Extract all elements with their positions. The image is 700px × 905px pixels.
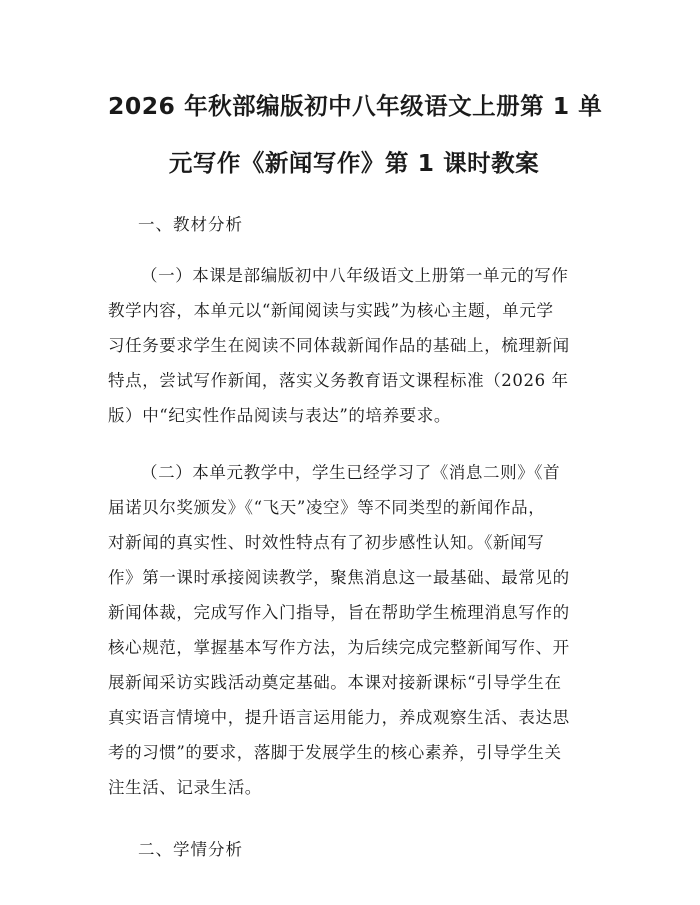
paragraph-line: 新闻体裁，完成写作入门指导，旨在帮助学生梳理消息写作的 xyxy=(108,603,570,622)
document-title xyxy=(108,78,603,192)
title-line: 元写作《新闻写作》第 1 课时教案 xyxy=(168,149,540,177)
paragraph-line: 版）中“纪实性作品阅读与表达”的培养要求。 xyxy=(108,406,451,425)
title-line: 2026 年秋部编版初中八年级语文上册第 1 单 xyxy=(108,92,603,120)
paragraph-1 xyxy=(108,258,600,433)
paragraph-2 xyxy=(108,455,600,805)
paragraph-line: 教学内容，本单元以“新闻阅读与实践”为核心主题，单元学 xyxy=(108,301,554,320)
paragraph-line: 习任务要求学生在阅读不同体裁新闻作品的基础上，梳理新闻 xyxy=(108,336,570,355)
paragraph-line: 对新闻的真实性、时效性特点有了初步感性认知。《新闻写 xyxy=(108,533,545,552)
paragraph-line: 注生活、记录生活。 xyxy=(108,778,262,797)
paragraph-line: （二）本单元教学中，学生已经学习了《消息二则》《首 xyxy=(141,463,561,482)
paragraph-line: （一）本课是部编版初中八年级语文上册第一单元的写作 xyxy=(141,266,569,285)
section-heading-textbook-analysis: 一、教材分析 xyxy=(138,215,243,234)
paragraph-line: 核心规范，掌握基本写作方法，为后续完成完整新闻写作、开 xyxy=(108,638,570,657)
paragraph-line: 考的习惯”的要求，落脚于发展学生的核心素养，引导学生关 xyxy=(108,743,562,762)
section-heading-student-analysis: 二、学情分析 xyxy=(138,840,243,859)
paragraph-line: 真实语言情境中，提升语言运用能力，养成观察生活、表达思 xyxy=(108,708,570,727)
paragraph-line: 展新闻采访实践活动奠定基础。本课对接新课标“引导学生在 xyxy=(108,673,562,692)
paragraph-line: 届诺贝尔奖颁发》《“飞天”凌空》等不同类型的新闻作品， xyxy=(108,498,546,517)
paragraph-line: 特点，尝试写作新闻，落实义务教育语文课程标准（2026 年 xyxy=(108,371,569,390)
paragraph-line: 作》第一课时承接阅读教学，聚焦消息这一最基础、最常见的 xyxy=(108,568,570,587)
